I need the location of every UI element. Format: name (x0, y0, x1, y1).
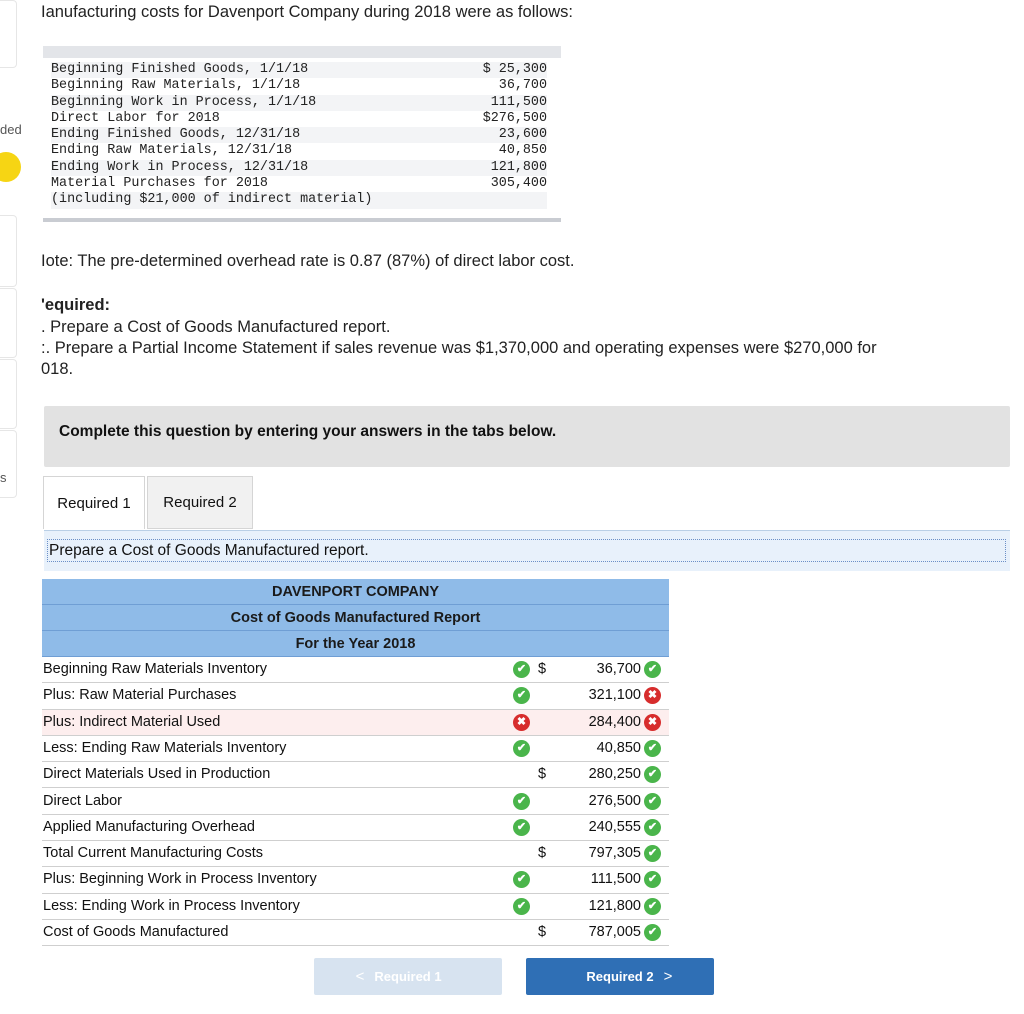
data-row-value: 305,400 (490, 176, 547, 192)
report-row (42, 920, 669, 946)
correct-check-icon: ✔ (644, 845, 661, 862)
data-row-label: (including $21,000 of indirect material) (51, 192, 373, 208)
chevron-right-icon: > (663, 968, 673, 985)
report-row-value[interactable]: 276,500 (588, 792, 641, 809)
tab-required-2[interactable]: Required 2 (147, 476, 253, 529)
data-row (51, 62, 547, 78)
data-row-label: Direct Labor for 2018 (51, 110, 220, 126)
data-row-value: 121,800 (490, 159, 547, 175)
report-row-value[interactable]: 121,800 (588, 897, 641, 914)
data-row-value: $ 25,300 (482, 62, 547, 77)
data-row (51, 160, 547, 176)
correct-check-icon: ✔ (644, 740, 661, 757)
report-row-label[interactable]: Direct Materials Used in Production (43, 766, 271, 783)
next-button-label: Required 2 (586, 969, 654, 984)
tab-required-1[interactable]: Required 1 (43, 476, 145, 529)
next-button[interactable] (526, 958, 714, 995)
report-row (42, 762, 669, 788)
report-row-label[interactable]: Direct Labor (43, 792, 122, 809)
data-row-value: 23,600 (498, 127, 547, 143)
correct-check-icon: ✔ (644, 793, 661, 810)
data-row (51, 78, 547, 94)
report-row-value[interactable]: 111,500 (590, 871, 641, 888)
problem-intro: Ianufacturing costs for Davenport Company during 2018 were as follows: (41, 3, 573, 21)
data-row-label: Ending Work in Process, 12/31/18 (51, 159, 309, 175)
data-row-label: Beginning Raw Materials, 1/1/18 (51, 78, 301, 94)
correct-check-icon: ✔ (513, 819, 530, 836)
correct-check-icon: ✔ (644, 924, 661, 941)
correct-check-icon: ✔ (513, 740, 530, 757)
report-row-value[interactable]: 240,555 (588, 818, 641, 835)
report-row-value[interactable]: 40,850 (596, 739, 641, 756)
sidebar-card (0, 430, 17, 498)
required-item: :. Prepare a Partial Income Statement if sales revenue was $1,370,000 and operating expenses were $270,000 for (41, 339, 877, 357)
correct-check-icon: ✔ (513, 898, 530, 915)
correct-check-icon: ✔ (644, 819, 661, 836)
data-row (51, 143, 547, 159)
report-row-value[interactable]: 36,700 (596, 661, 641, 677)
instruction-bar (44, 530, 1010, 571)
sidebar-label: ded (0, 122, 22, 137)
data-row (51, 95, 547, 111)
chevron-left-icon: < (355, 968, 365, 985)
data-row-label: Material Purchases for 2018 (51, 176, 268, 192)
dollar-sign: $ (538, 845, 547, 862)
report-row-label[interactable]: Cost of Goods Manufactured (43, 924, 229, 940)
report-row-value[interactable]: 787,005 (588, 924, 641, 940)
report-period: For the Year 2018 (42, 631, 669, 657)
dollar-sign: $ (538, 766, 547, 783)
report-row-value[interactable]: 797,305 (588, 845, 641, 862)
correct-check-icon: ✔ (513, 871, 530, 888)
correct-check-icon: ✔ (513, 793, 530, 810)
report-row-label[interactable]: Plus: Raw Material Purchases (43, 687, 237, 704)
correct-check-icon: ✔ (513, 661, 530, 678)
correct-check-icon: ✔ (644, 766, 661, 783)
report-row (42, 841, 669, 867)
banner-text: Complete this question by entering your answers in the tabs below. (59, 423, 557, 440)
data-row-label: Ending Finished Goods, 12/31/18 (51, 127, 301, 143)
incorrect-x-icon: ✖ (644, 687, 661, 704)
correct-check-icon: ✔ (644, 898, 661, 915)
report-row-value[interactable]: 280,250 (588, 766, 641, 783)
correct-check-icon: ✔ (644, 661, 661, 678)
sidebar-card (0, 215, 17, 287)
report-row-label[interactable]: Plus: Indirect Material Used (43, 713, 221, 730)
report-row (42, 736, 669, 762)
required-item: 018. (41, 360, 74, 378)
report-row-label[interactable]: Plus: Beginning Work in Process Inventory (43, 871, 317, 888)
report-row (42, 657, 669, 683)
sidebar-label: s (0, 470, 7, 485)
data-row-label: Ending Raw Materials, 12/31/18 (51, 143, 293, 159)
cogm-report (42, 579, 669, 946)
data-row (51, 127, 547, 143)
data-row-label: Beginning Work in Process, 1/1/18 (51, 94, 317, 110)
correct-check-icon: ✔ (513, 687, 530, 704)
report-row (42, 867, 669, 893)
data-row (51, 111, 547, 127)
data-row-value: 40,850 (498, 143, 547, 159)
sidebar-card (0, 288, 17, 358)
prev-button[interactable] (314, 958, 502, 995)
report-company: DAVENPORT COMPANY (42, 579, 669, 605)
report-row (42, 815, 669, 841)
data-row-label: Beginning Finished Goods, 1/1/18 (51, 62, 309, 77)
correct-check-icon: ✔ (644, 871, 661, 888)
dollar-sign: $ (538, 661, 547, 677)
required-heading: 'equired: (41, 296, 111, 314)
data-row (51, 176, 547, 192)
instruction-banner (44, 406, 1010, 467)
report-title: Cost of Goods Manufactured Report (42, 605, 669, 631)
data-row (51, 192, 547, 208)
report-row-label[interactable]: Applied Manufacturing Overhead (43, 818, 255, 835)
prev-button-label: Required 1 (374, 969, 442, 984)
data-row-value: $276,500 (482, 110, 547, 126)
report-row-value[interactable]: 284,400 (588, 713, 641, 730)
dollar-sign: $ (538, 924, 547, 940)
report-row (42, 683, 669, 709)
incorrect-x-icon: ✖ (644, 714, 661, 731)
report-row (42, 789, 669, 815)
cost-data-table (43, 46, 561, 222)
report-row-label[interactable]: Less: Ending Raw Materials Inventory (43, 739, 287, 756)
report-row-label[interactable]: Beginning Raw Materials Inventory (43, 661, 268, 677)
sidebar-card (0, 0, 17, 68)
report-row-label[interactable]: Total Current Manufacturing Costs (43, 845, 264, 862)
report-row-label[interactable]: Less: Ending Work in Process Inventory (43, 897, 300, 914)
data-row-value: 111,500 (490, 94, 547, 110)
report-row (42, 710, 669, 736)
data-row-value: 36,700 (498, 78, 547, 94)
sidebar-status-dot (0, 152, 21, 182)
report-row-value[interactable]: 321,100 (588, 687, 641, 704)
report-row (42, 894, 669, 920)
overhead-note: Iote: The pre-determined overhead rate is 0.87 (87%) of direct labor cost. (41, 252, 575, 270)
sidebar-card (0, 359, 17, 429)
required-item: . Prepare a Cost of Goods Manufactured report. (41, 318, 391, 336)
instruction-text: Prepare a Cost of Goods Manufactured report. (47, 539, 1006, 562)
incorrect-x-icon: ✖ (513, 714, 530, 731)
